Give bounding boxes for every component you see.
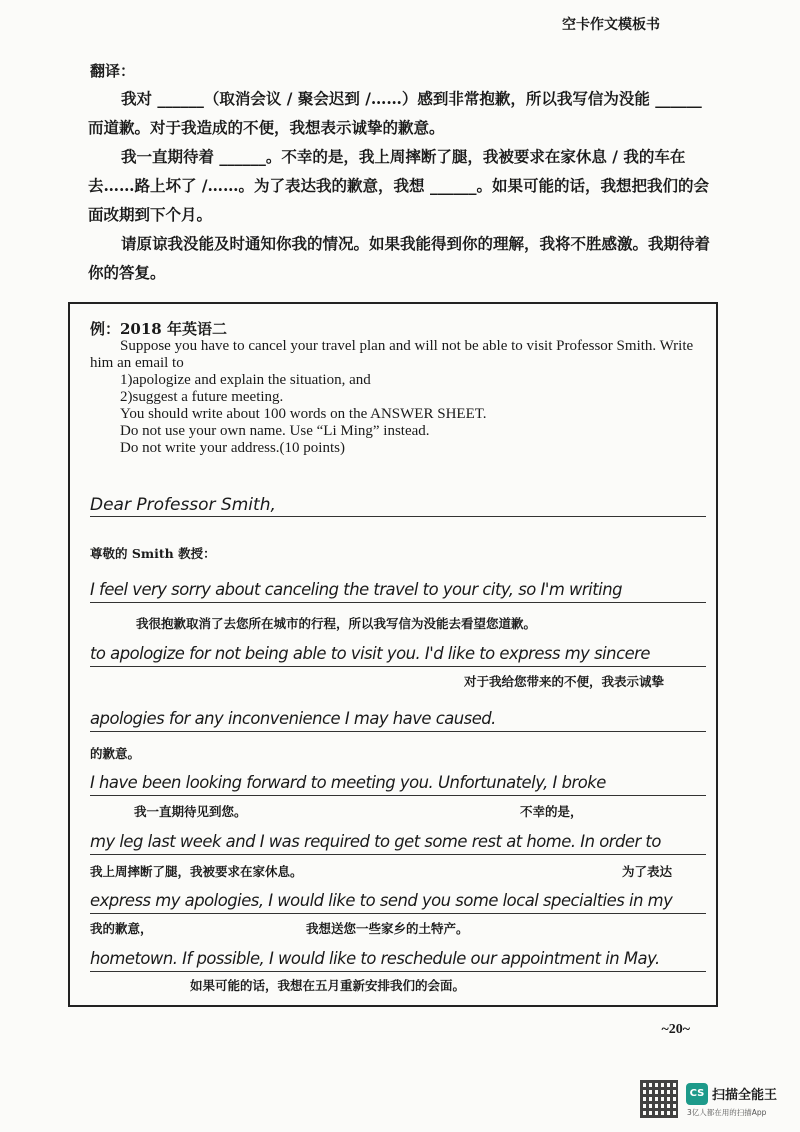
watermark-tagline: 3亿人都在用的扫描App [687,1108,767,1117]
translation-paragraph: 我对 ______（取消会议 / 聚会迟到 /……）感到非常抱歉，所以我写信为没能 ______ 而道歉。对于我造成的不便，我想表示诚挚的歉意。 [88,89,702,137]
page-number: ~20~ [661,1022,690,1037]
prompt-intro: Suppose you have to cancel your travel plan and will not be able to visit Professor Smith. Write him an email to [90,338,694,371]
handwritten-line: I feel very sorry about canceling the travel to your city, so I'm writing [90,578,706,603]
translation-paragraph: 请原谅我没能及时通知你我的情况。如果我能得到你的理解，我将不胜感激。我期待着你的答复。 [88,234,711,282]
line-translation: 为了表达 [622,864,673,879]
translation-label: 翻译： [90,62,136,80]
prompt-item: Do not write your address.(10 points) [120,440,345,456]
example-box [68,302,718,1007]
line-translation: 不幸的是， [520,804,583,819]
handwritten-line: my leg last week and I was required to get some rest at home. In order to [90,830,706,855]
salutation-translation: 尊敬的 Smith 教授： [90,546,216,561]
book-title: 空卡作文模板书 [562,17,660,33]
line-translation: 如果可能的话，我想在五月重新安排我们的会面。 [190,978,466,993]
camscanner-logo: CS [686,1083,708,1105]
line-translation: 我很抱歉取消了去您所在城市的行程，所以我写信为没能去看望您道歉。 [136,616,537,631]
handwritten-line: apologies for any inconvenience I may have caused. [90,707,706,732]
line-translation: 我的歉意， [90,921,153,936]
prompt-item: Do not use your own name. Use “Li Ming” instead. [120,423,430,439]
scanner-watermark [640,1080,790,1120]
letter-salutation: Dear Professor Smith, [90,494,706,517]
prompt-item: 2)suggest a future meeting. [120,389,284,405]
line-translation: 对于我给您带来的不便，我表示诚挚 [464,674,665,689]
prompt-item: 1)apologize and explain the situation, and [120,372,371,388]
handwritten-line: I have been looking forward to meeting you. Unfortunately, I broke [90,771,706,796]
translation-body [88,84,718,287]
example-title: 例：2018 年英语二 [90,320,227,338]
exam-prompt [90,338,710,457]
line-translation: 我想送您一些家乡的土特产。 [306,921,469,936]
handwritten-line: express my apologies, I would like to send you some local specialties in my [90,889,706,914]
translation-paragraph: 我一直期待着 ______。不幸的是，我上周摔断了腿，我被要求在家休息 / 我的车在去……路上坏了 /……。为了表达我的歉意，我想 ______。如果可能的话，我想把我们的会面改期到下个月。 [88,147,709,224]
prompt-item: You should write about 100 words on the ANSWER SHEET. [120,406,487,422]
line-translation: 我一直期待见到您。 [134,804,247,819]
line-translation: 我上周摔断了腿，我被要求在家休息。 [90,864,303,879]
handwritten-line: to apologize for not being able to visit you. I'd like to express my sincere [90,642,706,667]
watermark-app-name: 扫描全能王 [712,1088,778,1103]
handwritten-line: hometown. If possible, I would like to reschedule our appointment in May. [90,947,706,972]
qr-code-icon [640,1080,678,1118]
line-translation: 的歉意。 [90,746,141,761]
